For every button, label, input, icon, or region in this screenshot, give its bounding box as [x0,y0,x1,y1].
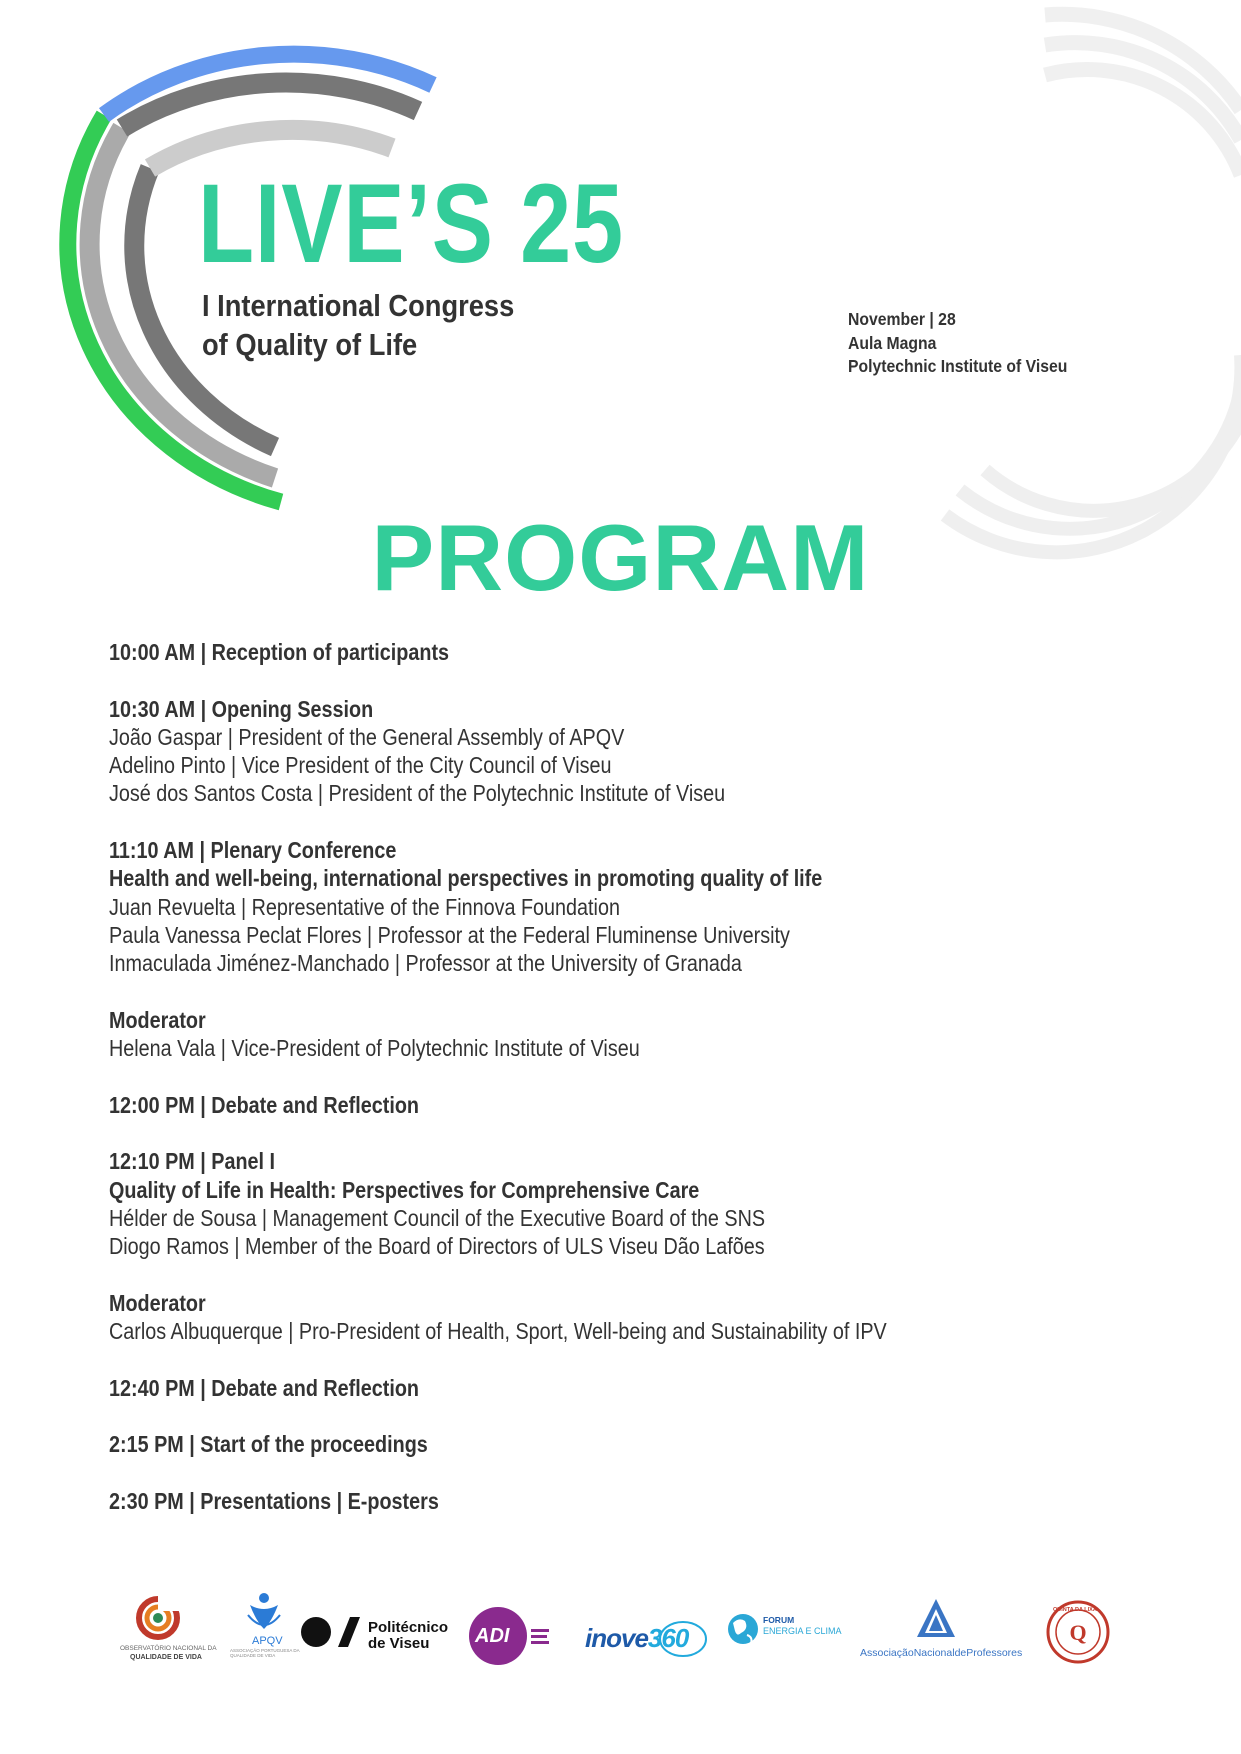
program-block [109,1091,1003,1119]
inove360-name-a: inove [585,1623,648,1653]
program-block [109,1147,1003,1260]
program-block [109,836,1003,977]
program-block [109,1006,1003,1063]
program-heading-line: 10:30 AM | Opening Session [109,695,374,722]
program-heading-line: Moderator [109,1289,206,1316]
program-heading-line: Health and well-being, international perspectives in promoting quality of life [109,865,823,892]
arc-faint-3 [1045,70,1241,175]
program-detail-line: João Gaspar | President of the General Assembly of APQV [109,723,625,750]
program-heading: PROGRAM [371,505,870,610]
politecnico-logo [300,1595,460,1685]
event-info [848,308,1067,379]
anp-triangle-icon [915,1597,957,1639]
program-block [109,1374,1003,1402]
apqv-caption: ASSOCIAÇÃO PORTUGUESA DA QUALIDADE DE VIDA [230,1648,300,1658]
politecnico-name-2: de Viseu [368,1635,430,1652]
program-heading-line: 12:40 PM | Debate and Reflection [109,1374,420,1401]
program-heading-line: 12:00 PM | Debate and Reflection [109,1091,420,1118]
observatorio-caption-2: QUALIDADE DE VIDA [130,1654,202,1661]
anp-name-part-3: de [954,1647,967,1659]
globe-icon [725,1607,761,1657]
program-detail-line: José dos Santos Costa | President of the Polytechnic Institute of Viseu [109,780,726,807]
adi-logo [467,1595,547,1685]
program-heading-line: 10:00 AM | Reception of participants [109,639,450,665]
program-heading-line: 2:30 PM | Presentations | E-posters [109,1487,439,1514]
subtitle-line-1: I International Congress [202,288,515,323]
program-block [109,695,1003,808]
program-detail-line: Helena Vala | Vice-President of Polytechnic Institute of Viseu [109,1035,640,1062]
program-list [109,638,1003,1515]
event-institution: Polytechnic Institute of Viseu [848,356,1068,376]
forum-name-2: ENERGIA E CLIMA [763,1626,842,1636]
event-venue: Aula Magna [848,332,937,353]
program-detail-line: Hélder de Sousa | Management Council of the Executive Board of the SNS [109,1204,766,1231]
forum-name-1: FORUM [763,1615,795,1625]
quinta-lixa-letter: Q [1069,1620,1087,1645]
inove360-logo [585,1595,710,1685]
apqv-name: APQV [252,1635,283,1647]
observatorio-caption-1: OBSERVATÓRIO NACIONAL DA [120,1645,217,1652]
quinta-lixa-logo [1045,1595,1115,1685]
program-heading-line: Quality of Life in Health: Perspectives for Comprehensive Care [109,1176,700,1203]
program-detail-line: Diogo Ramos | Member of the Board of Directors of ULS Viseu Dão Lafões [109,1233,765,1260]
politecnico-mark-icon [300,1615,362,1649]
apqv-figure-icon [244,1591,284,1633]
sponsor-logos [120,1595,1140,1685]
anp-name-part-4: Professores [966,1647,1023,1659]
program-schedule [109,638,1149,1544]
adi-name: ADI [475,1625,510,1647]
program-block [109,638,1003,666]
program-detail-line: Inmaculada Jiménez-Manchado | Professor at the University of Granada [109,950,742,977]
quinta-lixa-name: QUINTA DA LIXA [1053,1607,1097,1613]
program-detail-line: Carlos Albuquerque | Pro-President of Health, Sport, Well-being and Sustainability of IPV [109,1318,887,1345]
congress-title: LIVE’S 25 [198,161,624,286]
inove360-ring-icon [658,1619,708,1659]
program-detail-line: Paula Vanessa Peclat Flores | Professor at the Federal Fluminense University [109,921,790,948]
program-heading-line: 2:15 PM | Start of the proceedings [109,1431,428,1458]
anp-name-part-2: Nacional [913,1647,955,1659]
program-block [109,1487,1003,1515]
subtitle-line-2: of Quality of Life [202,327,418,362]
apqv-logo [230,1595,300,1685]
adi-caption-line [531,1641,549,1644]
program-heading-line: 11:10 AM | Plenary Conference [109,837,397,864]
anp-name-part-1: Associação [860,1647,914,1659]
anp-logo [860,1595,1023,1685]
program-detail-line: Juan Revuelta | Representative of the Finnova Foundation [109,893,620,920]
forum-energia-logo [725,1595,855,1685]
program-block [109,1289,1003,1346]
congress-subtitle [202,286,514,364]
observatorio-emblem-icon [133,1595,183,1641]
program-detail-line: Adelino Pinto | Vice President of the City Council of Viseu [109,752,612,779]
politecnico-name-1: Politécnico [368,1619,449,1636]
observatorio-logo [120,1595,215,1685]
event-date: November | 28 [848,309,956,329]
adi-caption-line [531,1635,547,1638]
inove360-name-b: 360 [647,1623,689,1653]
arc-faint-6 [985,420,1241,511]
anp-name [860,1647,1022,1659]
program-heading-line: Moderator [109,1006,206,1033]
program-heading-line: 12:10 PM | Panel I [109,1148,276,1175]
program-block [109,1430,1003,1458]
adi-caption-line [531,1629,549,1632]
